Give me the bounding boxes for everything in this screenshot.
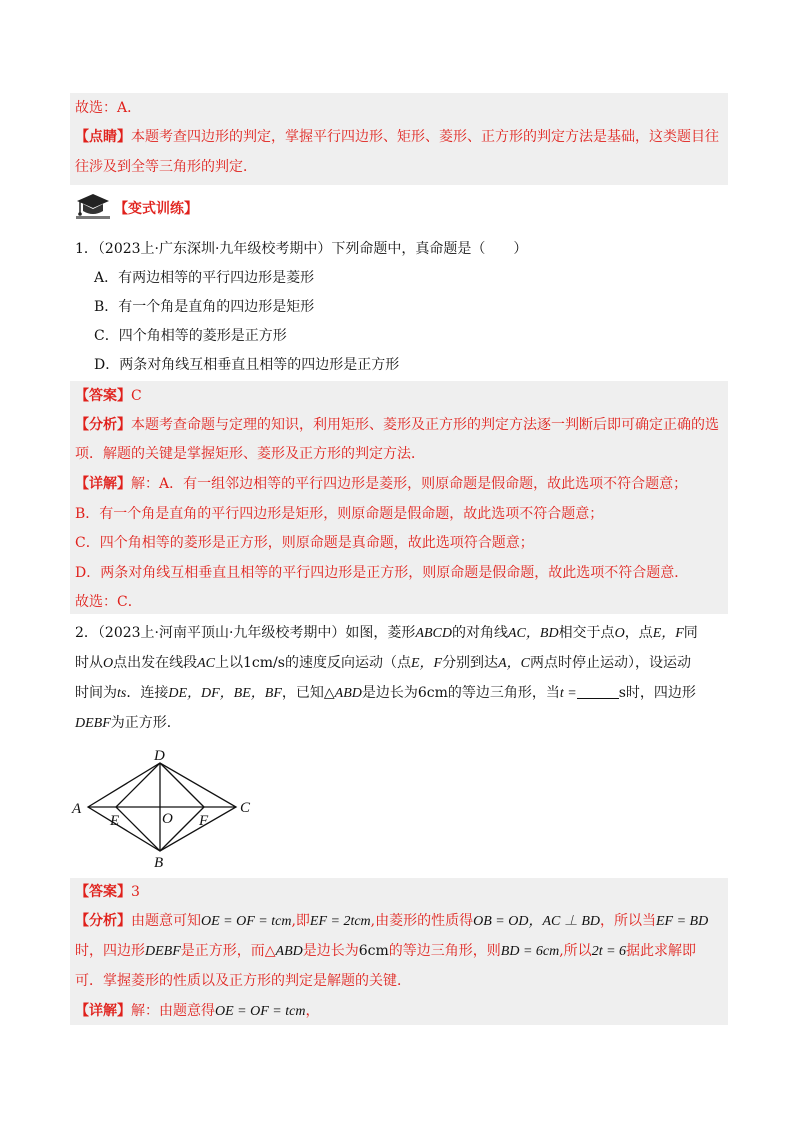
analysis-text: 是正方形，而△ [180,943,276,959]
math-expr: OE = OF = tcm [215,1004,306,1019]
detail-tag: 【详解】 [75,1003,131,1019]
q2-text: ，已知△ [281,685,335,701]
math-6cm: 6cm [417,685,448,701]
label-e: E [110,813,120,829]
q2-text: 是边长为 [361,685,418,701]
dianjing-line2: 往涉及到全等三角形的判定． [75,159,257,175]
q2-text: 2．（2023上·河南平顶山·九年级校考期中）如图，菱形 [75,625,416,641]
label-c: C [240,800,251,816]
math-e-f: E，F [410,656,443,671]
answer-value: 3 [131,884,140,900]
label-b: B [154,855,164,870]
math-o: O [614,626,625,641]
q2-text: 时从 [75,655,103,671]
q1-conclusion: 故选：C． [75,594,142,610]
q1-detail-line3: C．四个角相等的菱形是正方形，则原命题是真命题，故此选项符合题意； [75,535,534,551]
math-abcd: ABCD [415,626,452,641]
q1-answer [75,386,142,406]
math-speed: 1cm/s [243,655,285,671]
answer-value: C [131,388,142,404]
q2-text: 的对角线 [452,625,508,641]
math-expr: 6cm [358,943,389,959]
analysis-text: ,由菱形的性质得 [370,913,474,929]
answer-blank[interactable] [577,684,619,699]
detail-text: ， [305,1003,320,1019]
math-o: O [103,656,114,671]
q2-line3 [75,683,696,704]
q2-text: 点出发在线段 [113,655,198,671]
q2-line1 [75,623,698,644]
math-expr: EF = BD [656,914,709,929]
dianjing-line1 [75,127,719,147]
q1-option-a: A．有两边相等的平行四边形是菱形 [94,270,315,286]
math-ts: ts [117,686,127,701]
q1-detail-line4: D．两条对角线互相垂直且相等的平行四边形是正方形，则原命题是假命题，故此选项不符合题意． [75,565,689,581]
math-debf: DEBF [75,716,111,731]
math-ac-bd: AC，BD [508,626,559,641]
q2-analysis-line3: 可．掌握菱形的性质以及正方形的判定是解题的关键． [75,973,411,989]
q1-option-c: C．四个角相等的菱形是正方形 [94,328,287,344]
math-a-c: A，C [498,656,530,671]
q2-text: 相交于点 [558,625,615,641]
q1-option-b: B．有一个角是直角的四边形是矩形 [94,299,315,315]
q1-stem: 1．（2023上·广东深圳·九年级校考期中）下列命题中，真命题是（ ） [75,241,528,257]
q2-text: 的等边三角形，当 [447,685,560,701]
q2-text: 的速度反向运动（点 [284,655,411,671]
q2-text: 同 [683,625,698,641]
math-expr: DEBF [145,944,181,959]
analysis-text: ,即 [291,913,310,929]
math-expr: ABD [275,944,303,959]
label-o: O [162,811,173,827]
dianjing-text: 本题考查四边形的判定，掌握平行四边形、矩形、菱形、正方形的判定方法是基础，这类题目往 [131,129,719,145]
q2-text: 上以 [215,655,244,671]
math-abd: ABD [334,686,362,701]
analysis-text: 由题意可知 [131,913,201,929]
q2-answer [75,882,140,902]
q1-analysis-line1 [75,415,719,435]
q2-text: 两点时停止运动），设运动 [529,655,691,671]
analysis-text: 是边长为 [302,943,359,959]
q2-line4 [75,713,181,734]
math-expr: OE = OF = tcm [201,914,292,929]
q2-text: 分别到达 [442,655,499,671]
q1-option-d: D．两条对角线互相垂直且相等的四边形是正方形 [94,357,400,373]
analysis-tag: 【分析】 [75,913,131,929]
math-t-eq: t = [559,686,577,701]
analysis-text: ，所以当 [600,913,656,929]
graduation-cap-icon [76,192,110,220]
analysis-tag: 【分析】 [75,417,131,433]
dianjing-tag: 【点睛】 [75,129,131,145]
label-d: D [154,748,165,764]
section-title: 【变式训练】 [114,201,198,217]
math-expr: EF = 2tcm [309,914,371,929]
analysis-text: 本题考查命题与定理的知识，利用矩形、菱形及正方形的判定方法逐一判断后即可确定正确的选 [131,417,719,433]
answer-tag: 【答案】 [75,388,131,404]
q2-text: ，点 [624,625,653,641]
rhombus-figure [68,745,268,870]
q2-analysis-line2 [75,941,696,962]
q2-line2 [75,653,691,674]
q1-detail-line1 [75,474,687,494]
math-ac: AC [197,656,216,671]
label-a: A [72,801,82,817]
q2-text: 时间为 [75,685,117,701]
q1-analysis-line2: 项．解题的关键是掌握矩形、菱形及正方形的判定方法． [75,446,425,462]
q1-detail-line2: B．有一个角是直角的平行四边形是矩形，则原命题是假命题，故此选项不符合题意； [75,506,604,522]
detail-text: 解：由题意得 [131,1003,215,1019]
segment-be [116,807,160,851]
analysis-text: 据此求解即 [626,943,697,959]
math-segments: DE，DF，BE，BF [168,686,282,701]
analysis-text: 的等边三角形，则 [388,943,501,959]
q2-text: s时，四边形 [618,685,696,701]
q2-text: ．连接 [126,685,169,701]
math-e-f: E，F [652,626,684,641]
detail-text: 解：A．有一组邻边相等的平行四边形是菱形，则原命题是假命题，故此选项不符合题意； [131,476,688,492]
label-f: F [199,813,209,829]
q2-analysis-line1 [75,911,708,932]
detail-tag: 【详解】 [75,476,131,492]
math-expr: OB = OD，AC ⊥ BD [473,914,600,929]
math-expr: 2t = 6 [591,944,627,959]
segment-de [116,763,160,807]
q2-text: 为正方形． [110,715,181,731]
q2-detail-line1 [75,1001,319,1022]
analysis-text: ,所以 [559,943,592,959]
analysis-text: 时，四边形 [75,943,145,959]
answer-tag: 【答案】 [75,884,131,900]
math-expr: BD = 6cm [500,944,560,959]
conclusion-text: 故选：A． [75,100,142,116]
